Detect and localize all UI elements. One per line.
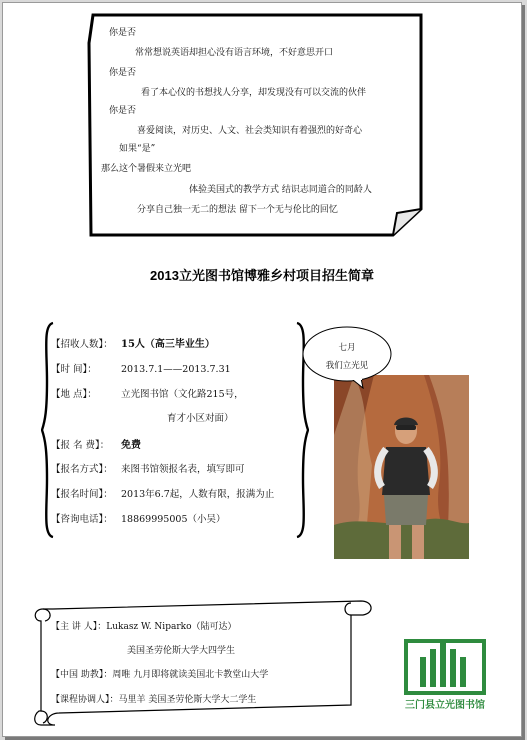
info-value: 来图书馆领报名表，填写即可 [121,464,245,475]
staff-coordinator: 【课程协调人】：马里羊 美国圣劳伦斯大学大二学生 [51,695,257,705]
note-line: 如果“是” [119,144,156,154]
library-logo [400,635,490,717]
info-row-quota [51,335,215,350]
info-value: 育才小区对面） [167,413,234,424]
note-line: 常常想说英语却担心没有语言环境，不好意思开口 [135,48,334,58]
note-line: 那么这个暑假来立光吧 [101,164,192,174]
info-value: 立光图书馆（文化路215号， [121,389,244,400]
info-label: 【报名时间】： [51,489,113,500]
info-row-fee [51,436,141,451]
info-row-signup-time [51,486,274,500]
info-row-phone [51,511,226,525]
note-line: 看了本心仪的书想找人分享，却发现没有可以交流的伙伴 [141,88,367,98]
info-row-time [51,361,231,375]
note-line: 你是否 [109,28,137,38]
info-label: 【报 名 费】： [51,440,110,451]
staff-scroll-banner [31,595,379,727]
bubble-line-2: 我们立光见 [325,361,369,371]
teacher-photo [334,375,469,559]
scroll-frame [31,595,379,727]
logo-text: 三门县立光图书馆 [405,700,485,711]
note-line: 体验美国式的教学方式 结识志同道合的同龄人 [189,185,372,195]
note-line: 分享自己独一无二的想法 留下一个无与伦比的回忆 [137,205,338,215]
info-label: 【地 点】： [51,389,97,400]
staff-lecturer-detail: 美国圣劳伦斯大学大四学生 [127,646,236,656]
info-value: 2013年6.7起，人数有限，报满为止 [121,489,275,500]
intro-note-box [87,13,425,238]
left-bracket [41,321,55,539]
speech-bubble [301,325,393,389]
info-label: 【招收人数】： [51,339,113,350]
note-line: 你是否 [109,68,137,78]
note-line: 喜爱阅读，对历史、人文、社会类知识有着强烈的好奇心 [137,126,363,136]
info-row-method [51,461,245,475]
info-label: 【咨询电话】： [51,514,113,525]
info-label: 【时 间】： [51,364,97,375]
info-row-location-cont [167,410,234,424]
info-value: 免费 [121,440,141,451]
bubble-shape [301,325,393,389]
info-value: 18869995005（小吴） [121,514,226,525]
info-value: 15人（高三毕业生） [121,339,215,350]
info-label: 【报名方式】： [51,464,113,475]
bubble-line-1: 七月 [338,343,356,353]
staff-lecturer: 【主 讲 人】：Lukasz W. Niparko（陆可达） [51,622,237,632]
poster-title: 2013立光图书馆博雅乡村项目招生简章 [150,268,374,283]
info-row-location [51,386,244,400]
enrollment-info [41,321,311,539]
info-value: 2013.7.1——2013.7.31 [121,364,231,375]
logo-books-icon [400,635,490,697]
poster-page [2,2,522,737]
note-line: 你是否 [109,106,137,116]
staff-assistant: 【中国 助教】：周唯 九月即将就读美国北卡教堂山大学 [51,670,269,680]
